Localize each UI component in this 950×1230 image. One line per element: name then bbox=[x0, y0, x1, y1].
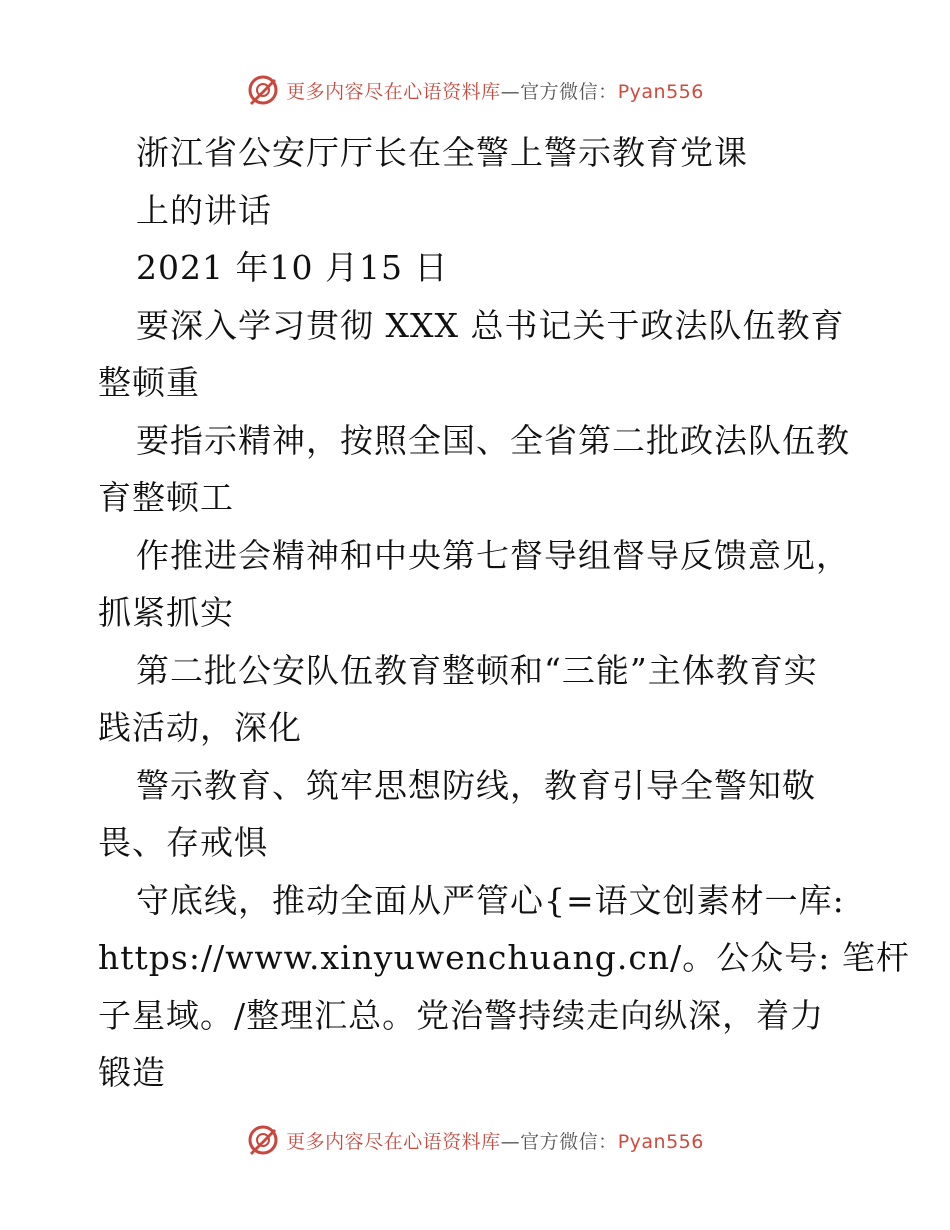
banner-text bbox=[286, 1127, 704, 1154]
paragraph-line: 践活动，深化 bbox=[98, 708, 302, 747]
paragraph-line: 锻造 bbox=[98, 1053, 166, 1092]
paragraph-line: 作推进会精神和中央第七督导组督导反馈意见， bbox=[136, 535, 850, 575]
paragraph-line: 整顿重 bbox=[98, 363, 200, 402]
paragraph-line: 守底线，推动全面从严管心{=语文创素材一库: bbox=[136, 880, 845, 920]
document-body bbox=[98, 124, 910, 1102]
document-title-line-1: 浙江省公安厅厅长在全警上警示教育党课 bbox=[136, 133, 748, 172]
pen-logo-icon bbox=[246, 73, 280, 107]
banner-wechat-id: Pyan556 bbox=[617, 80, 704, 103]
banner-wechat-id: Pyan556 bbox=[617, 1130, 704, 1153]
footer-banner bbox=[0, 1120, 950, 1160]
paragraph-line: 要指示精神，按照全国、全省第二批政法队伍教 bbox=[136, 420, 850, 460]
document-title-line-2: 上的讲话 bbox=[136, 190, 272, 230]
paragraph-line: https://www.xinyuwenchuang.cn/。公众号: 笔杆 bbox=[98, 938, 910, 977]
paragraph-line: 警示教育、筑牢思想防线，教育引导全警知敬 bbox=[136, 765, 816, 805]
banner-site-text: 更多内容尽在心语资料库 bbox=[286, 80, 501, 103]
header-banner bbox=[0, 70, 950, 110]
banner-official-text: —官方微信： bbox=[500, 1130, 618, 1153]
banner-official-text: —官方微信： bbox=[500, 80, 618, 103]
paragraph-line: 要深入学习贯彻 XXX 总书记关于政法队伍教育 bbox=[136, 305, 845, 345]
pen-logo-icon bbox=[246, 1123, 280, 1157]
paragraph-line: 抓紧抓实 bbox=[98, 593, 234, 632]
paragraph-line: 畏、存戒惧 bbox=[98, 823, 268, 862]
banner-text bbox=[286, 77, 704, 104]
paragraph-line: 第二批公安队伍教育整顿和“三能”主体教育实 bbox=[136, 650, 818, 690]
document-date: 2021 年10 月15 日 bbox=[136, 248, 449, 287]
paragraph-line: 育整顿工 bbox=[98, 478, 234, 517]
banner-site-text: 更多内容尽在心语资料库 bbox=[286, 1130, 501, 1153]
paragraph-line: 子星域。/整理汇总。党治警持续走向纵深，着力 bbox=[98, 995, 825, 1035]
